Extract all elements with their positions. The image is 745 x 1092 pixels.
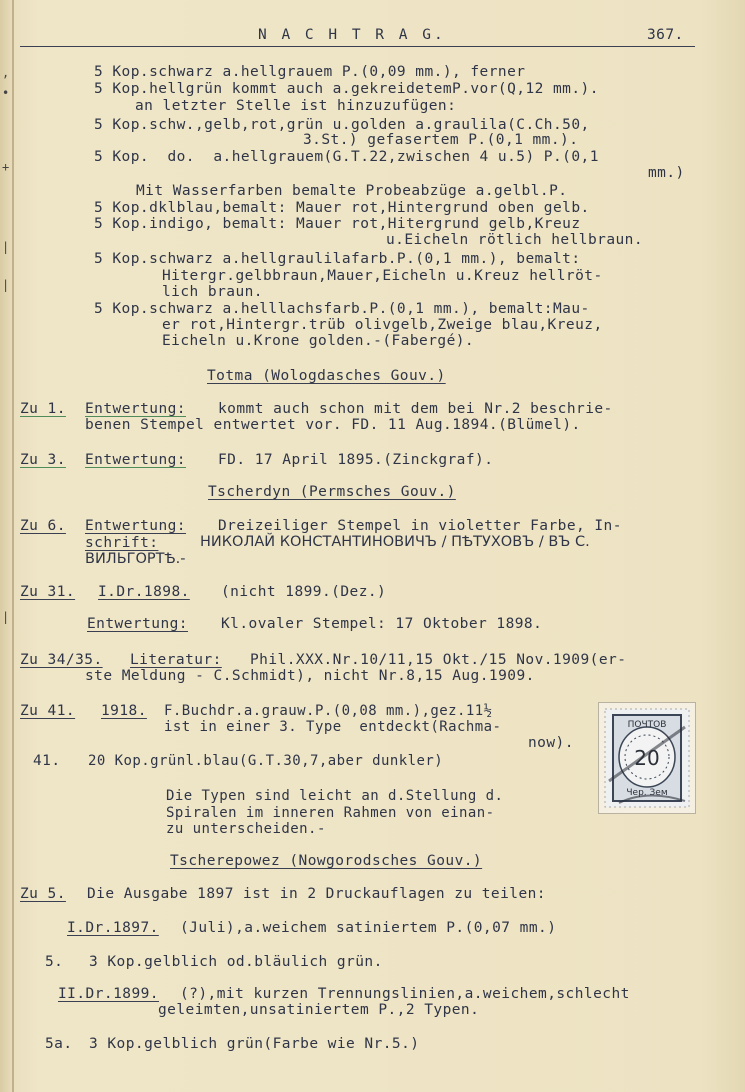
text-line: Spiralen im inneren Rahmen von einan-: [166, 805, 495, 821]
text-line: F.Buchdr.a.grauw.P.(0,08 mm.),gez.11½: [164, 703, 493, 719]
cyrillic-inscription: ВИЛЬГОРТѢ.-: [85, 551, 186, 567]
text-line: Mit Wasserfarben bemalte Probeabzüge a.gelbl.P.: [136, 183, 568, 199]
section-heading: Totma (Wologdasches Gouv.): [207, 368, 446, 384]
text-line: 5 Kop.schwarz a.hellgrauem P.(0,09 mm.), ferner: [94, 64, 526, 80]
stamp-top-text: ПОЧТОВ: [627, 720, 667, 730]
text-line: Phil.XXX.Nr.10/11,15 Okt./15 Nov.1909(er-: [250, 652, 627, 668]
stamp-bottom-text: Чер. Зем: [626, 788, 668, 798]
text-line: 3 Kop.gelblich od.bläulich grün.: [89, 954, 383, 970]
stamp-icon: [599, 703, 695, 813]
catalog-number: 5a.: [45, 1036, 73, 1052]
text-line: an letzter Stelle ist hinzuzufügen:: [135, 98, 457, 114]
margin-mark: •: [2, 86, 10, 100]
text-line: 5 Kop. do. a.hellgrauem(G.T.22,zwischen 4 u.5) P.(0,1: [94, 149, 599, 165]
text-line: 5 Kop.hellgrün kommt auch a.gekreidetemP.vor(Q,12 mm.).: [94, 81, 599, 97]
header-rule: [20, 46, 695, 47]
entry-ref: Zu 5.: [20, 886, 66, 902]
stamp-value: 20: [634, 746, 660, 770]
page-header-title: N A C H T R A G.: [258, 27, 446, 43]
binding-gutter: [12, 0, 14, 1092]
entry-ref: Zu 6.: [20, 518, 66, 534]
text-line: er rot,Hintergr.trüb olivgelb,Zweige blau,Kreuz,: [162, 317, 603, 333]
text-line: 3.St.) gefasertem P.(0,1 mm.).: [303, 132, 579, 148]
margin-mark: ,: [2, 66, 10, 80]
entry-ref: Zu 34/35.: [20, 652, 103, 668]
text-line: (?),mit kurzen Trennungslinien,a.weichem,schlecht: [180, 986, 630, 1002]
text-line: (Juli),a.weichem satiniertem P.(0,07 mm.): [180, 920, 557, 936]
margin-mark: |: [2, 240, 10, 254]
entry-label: I.Dr.1898.: [98, 584, 190, 600]
text-line: Kl.ovaler Stempel: 17 Oktober 1898.: [221, 616, 543, 632]
entry-label: 1918.: [101, 703, 147, 719]
margin-mark: |: [2, 278, 10, 292]
entry-label: Literatur:: [130, 652, 222, 668]
text-line: kommt auch schon mit dem bei Nr.2 beschrie-: [218, 401, 613, 417]
entry-ref: Zu 1.: [20, 401, 66, 417]
text-line: geleimten,unsatiniertem P.,2 Typen.: [158, 1002, 480, 1018]
text-line: 5 Kop.dklblau,bemalt: Mauer rot,Hintergrund oben gelb.: [94, 200, 590, 216]
text-line: lich braun.: [162, 284, 263, 300]
page-number: 367.: [647, 27, 684, 43]
text-line: benen Stempel entwertet vor. FD. 11 Aug.1894.(Blümel).: [85, 417, 581, 433]
text-line: u.Eicheln rötlich hellbraun.: [386, 232, 644, 248]
text-line: ste Meldung - C.Schmidt), nicht Nr.8,15 Aug.1909.: [85, 668, 535, 684]
entry-label: I.Dr.1897.: [67, 920, 159, 936]
text-line: 20 Kop.grünl.blau(G.T.30,7,aber dunkler): [88, 753, 444, 769]
text-line: schrift:: [85, 535, 159, 551]
margin-mark: |: [2, 610, 10, 624]
entry-label: Entwertung:: [87, 616, 188, 632]
text-line: 5 Kop.indigo, bemalt: Mauer rot,Hitergrund gelb,Kreuz: [94, 216, 581, 232]
text-line: Die Ausgabe 1897 ist in 2 Druckauflagen zu teilen:: [87, 886, 546, 902]
text-line: FD. 17 April 1895.(Zinckgraf).: [218, 452, 494, 468]
text-line: (nicht 1899.(Dez.): [221, 584, 387, 600]
text-line: Die Typen sind leicht an d.Stellung d.: [166, 788, 504, 804]
margin-mark: +: [2, 160, 10, 174]
catalog-number: 41.: [33, 753, 61, 769]
entry-label: Entwertung:: [85, 518, 186, 534]
text-line: 5 Kop.schwarz a.helllachsfarb.P.(0,1 mm.), bemalt:Mau-: [94, 301, 590, 317]
entry-label: II.Dr.1899.: [58, 986, 159, 1002]
entry-label: Entwertung:: [85, 401, 186, 417]
entry-ref: Zu 31.: [20, 584, 76, 600]
text-line: Eicheln u.Krone golden.-(Fabergé).: [162, 333, 475, 349]
text-line: now).: [528, 735, 574, 751]
text-line: Dreizeiliger Stempel in violetter Farbe, In-: [218, 518, 622, 534]
text-line: 5 Kop.schwarz a.hellgraulilafarb.P.(0,1 mm.), bemalt:: [94, 251, 581, 267]
stamp-image: [598, 702, 696, 814]
entry-ref: Zu 41.: [20, 703, 76, 719]
cyrillic-inscription: НИКОЛАЙ КОНСТАНТИНОВИЧЪ / ПѢТУХОВЪ / ВЪ С.: [200, 534, 590, 550]
entry-ref: Zu 3.: [20, 452, 66, 468]
text-line: mm.): [648, 165, 685, 181]
text-line: zu unterscheiden.-: [166, 821, 326, 837]
section-heading: Tscherdyn (Permsches Gouv.): [208, 484, 456, 500]
text-line: ist in einer 3. Type entdeckt(Rachma-: [164, 719, 502, 735]
entry-label: Entwertung:: [85, 452, 186, 468]
catalog-number: 5.: [45, 954, 64, 970]
text-line: 5 Kop.schw.,gelb,rot,grün u.golden a.graulila(C.Ch.50,: [94, 117, 590, 133]
text-line: 3 Kop.gelblich grün(Farbe wie Nr.5.): [89, 1036, 420, 1052]
text-line: Hitergr.gelbbraun,Mauer,Eicheln u.Kreuz hellröt-: [162, 268, 603, 284]
section-heading: Tscherepowez (Nowgorodsches Gouv.): [170, 853, 483, 869]
